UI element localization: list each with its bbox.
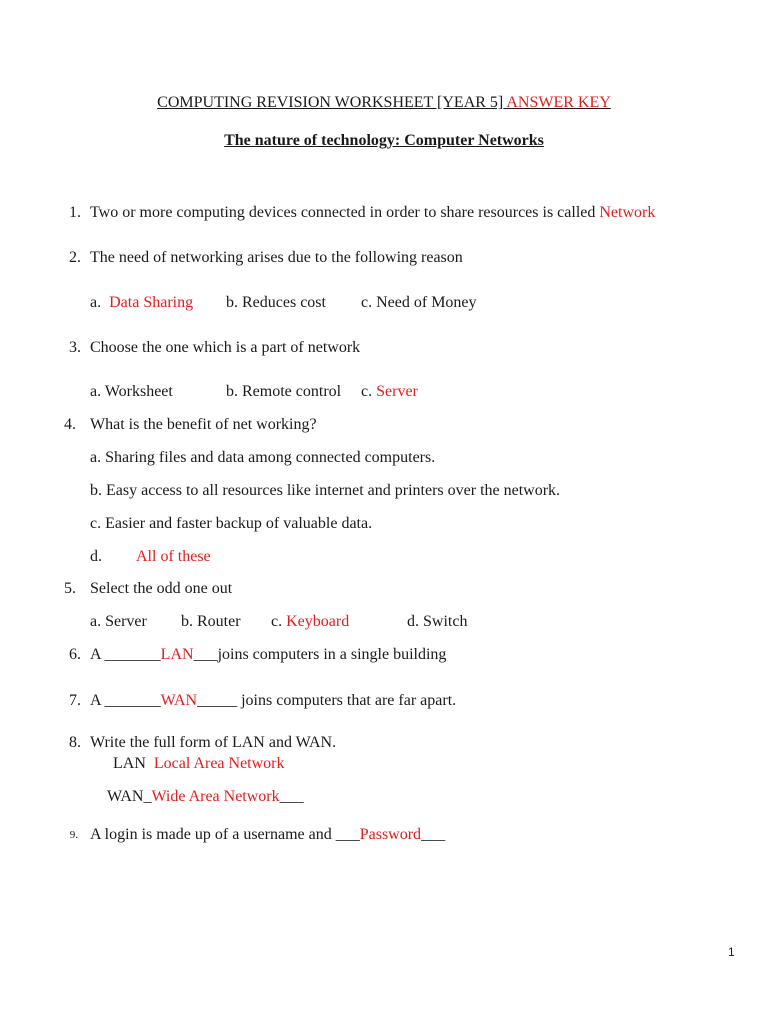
question-7: [90, 691, 456, 711]
q8-lan-label: LAN: [113, 755, 146, 772]
q2-number: 2.: [69, 249, 81, 266]
worksheet-title: [0, 93, 768, 113]
q6-answer: LAN: [160, 646, 194, 663]
q9-suffix: ___: [421, 826, 446, 843]
page-number: 1: [728, 945, 735, 959]
q7-prefix: A _______: [90, 692, 161, 709]
q4-text: What is the benefit of net working?: [90, 416, 317, 433]
q8-lan-answer: Local Area Network: [153, 755, 285, 772]
q5-option-d: d. Switch: [407, 613, 468, 630]
q3-number: 3.: [69, 339, 81, 356]
q9-answer: Password: [359, 826, 422, 843]
q5-text: Select the odd one out: [90, 580, 233, 597]
q1-text: Two or more computing devices connected in order to share resources is called: [90, 204, 596, 221]
q7-suffix: _____ joins computers that are far apart.: [197, 692, 457, 709]
q2-option-a-prefix: a.: [90, 294, 102, 311]
q4-answer: All of these: [136, 548, 211, 565]
q4-option-d-prefix: d.: [90, 548, 102, 565]
q6-suffix: ___joins computers in a single building: [193, 646, 447, 663]
q6-number: 6.: [69, 646, 81, 663]
q3-option-c: [361, 382, 418, 402]
q1-answer: Network: [599, 204, 656, 221]
q2-option-a: [90, 293, 193, 313]
q6-prefix: A _______: [90, 646, 161, 663]
q8-wan-label: WAN_: [107, 788, 152, 805]
title-text: COMPUTING REVISION WORKSHEET [YEAR 5]: [157, 94, 504, 111]
q9-text: A login is made up of a username and ___: [90, 826, 360, 843]
q2-answer: Data Sharing: [109, 294, 194, 311]
q8-lan-line: [113, 754, 285, 774]
answer-key-label: ANSWER KEY: [506, 94, 611, 111]
question-1: [90, 203, 655, 223]
q8-wan-line: [107, 787, 304, 807]
q5-option-c: [271, 612, 349, 632]
q3-option-c-prefix: c.: [361, 383, 373, 400]
q5-answer: Keyboard: [286, 613, 350, 630]
worksheet-subtitle: The nature of technology: Computer Networks: [224, 132, 544, 149]
question-6: [90, 645, 446, 665]
q4-option-c: c. Easier and faster backup of valuable data.: [90, 515, 373, 532]
q5-number: 5.: [64, 580, 76, 597]
question-9: [90, 825, 445, 845]
q4-option-a: a. Sharing files and data among connected computers.: [90, 449, 436, 466]
q5-option-c-prefix: c.: [271, 613, 283, 630]
q2-option-c: c. Need of Money: [361, 294, 477, 311]
q5-option-b: b. Router: [181, 613, 241, 630]
q7-number: 7.: [69, 692, 81, 709]
q1-number: 1.: [69, 204, 81, 221]
q8-wan-answer: Wide Area Network: [151, 788, 280, 805]
q4-number: 4.: [64, 416, 76, 433]
q7-answer: WAN: [160, 692, 198, 709]
q8-wan-suffix: ___: [279, 788, 304, 805]
q3-text: Choose the one which is a part of network: [90, 339, 361, 356]
q3-option-a: a. Worksheet: [90, 383, 173, 400]
q8-number: 8.: [69, 734, 81, 751]
q5-option-a: a. Server: [90, 613, 147, 630]
q2-text: The need of networking arises due to the following reason: [90, 249, 463, 266]
q8-text: Write the full form of LAN and WAN.: [90, 734, 337, 751]
q3-answer: Server: [376, 383, 418, 400]
q2-option-b: b. Reduces cost: [226, 294, 326, 311]
q9-number: 9.: [69, 829, 78, 841]
q3-option-b: b. Remote control: [226, 383, 342, 400]
q4-option-b: b. Easy access to all resources like internet and printers over the network.: [90, 482, 561, 499]
